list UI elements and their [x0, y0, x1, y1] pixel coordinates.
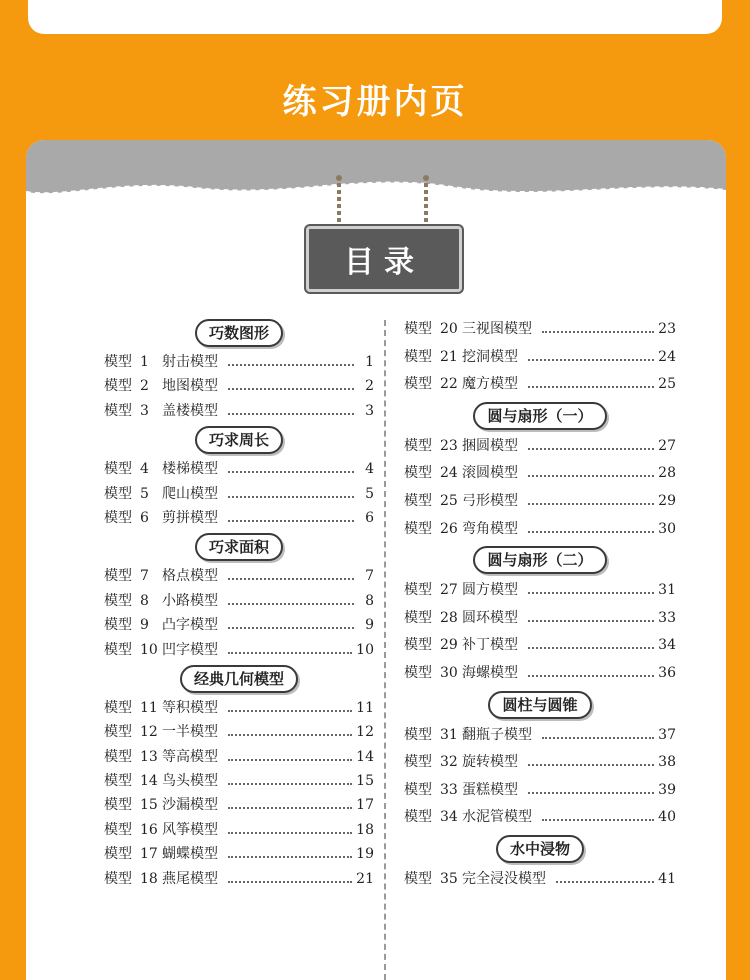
entry-page: 17: [356, 797, 374, 814]
toc-entry: [404, 577, 676, 605]
toc-group: [404, 399, 676, 543]
section-heading-row: [104, 662, 374, 696]
entry-number: 12: [140, 724, 158, 741]
entry-page: 29: [658, 492, 676, 509]
entry-name: 滚圆模型: [462, 465, 518, 482]
section-heading-row: [404, 399, 676, 433]
toc-group: [104, 530, 374, 662]
entry-page: 7: [365, 568, 374, 585]
leader-dots: [228, 759, 352, 761]
entry-name: 地图模型: [162, 378, 218, 395]
leader-dots: [228, 652, 352, 654]
leader-dots: [228, 832, 352, 834]
toc-entry: [104, 793, 374, 817]
entry-page: 4: [365, 461, 374, 478]
entry-number: 11: [140, 699, 158, 716]
entry-label: 模型: [104, 354, 132, 370]
entry-name: 补丁模型: [462, 637, 518, 654]
leader-dots: [542, 819, 654, 821]
toc-entry: [404, 866, 676, 894]
entry-number: 33: [440, 781, 458, 798]
entry-name: 弯角模型: [462, 520, 518, 537]
toc-entry: [404, 605, 676, 633]
section-heading: 巧求面积: [195, 533, 283, 561]
leader-dots: [228, 471, 354, 473]
entry-number: 13: [140, 748, 158, 765]
section-heading: 圆与扇形（二）: [473, 546, 606, 574]
entry-name: 蝴蝶模型: [162, 846, 218, 863]
entry-label: 模型: [404, 609, 432, 626]
leader-dots: [228, 734, 352, 736]
leader-dots: [528, 592, 654, 594]
leader-dots: [228, 520, 354, 522]
entry-name: 小路模型: [162, 592, 218, 609]
entry-number: 7: [140, 568, 149, 585]
entry-number: 24: [440, 465, 458, 482]
toc-column-right: [404, 316, 676, 894]
entry-name: 挖洞模型: [462, 348, 518, 365]
entry-number: 20: [440, 321, 458, 337]
entry-page: 15: [356, 773, 374, 790]
leader-dots: [556, 881, 654, 883]
entry-label: 模型: [404, 465, 432, 482]
entry-label: 模型: [404, 492, 432, 509]
toc-entry: [104, 482, 374, 506]
leader-dots: [528, 675, 654, 677]
leader-dots: [228, 710, 352, 712]
toc-page: [26, 140, 726, 980]
entry-name: 水泥管模型: [462, 809, 532, 826]
leader-dots: [528, 448, 654, 450]
entry-name: 翻瓶子模型: [462, 726, 532, 743]
leader-dots: [228, 807, 352, 809]
entry-page: 10: [356, 641, 374, 658]
section-title: 练习册内页: [282, 82, 468, 122]
leader-dots: [528, 764, 654, 766]
toc-entry: [104, 867, 374, 891]
entry-name: 捆圆模型: [462, 437, 518, 454]
entry-number: 26: [440, 520, 458, 537]
toc-entry: [404, 722, 676, 750]
entry-name: 完全浸没模型: [462, 870, 546, 887]
entry-name: 海螺模型: [462, 664, 518, 681]
entry-label: 模型: [104, 797, 132, 814]
toc-entry: [404, 804, 676, 832]
entry-label: 模型: [104, 509, 132, 526]
entry-number: 35: [440, 870, 458, 887]
section-heading-row: [104, 530, 374, 564]
entry-number: 10: [140, 641, 158, 658]
top-card: [28, 0, 722, 34]
column-divider: [384, 320, 386, 980]
toc-group: [104, 662, 374, 891]
leader-dots: [228, 627, 354, 629]
entry-number: 28: [440, 609, 458, 626]
entry-label: 模型: [104, 378, 132, 395]
entry-number: 21: [440, 348, 458, 365]
entry-number: 4: [140, 461, 149, 478]
leader-dots: [528, 503, 654, 505]
toc-entry: [404, 344, 676, 372]
leader-dots: [228, 496, 354, 498]
entry-number: 8: [140, 592, 149, 609]
toc-entry: [104, 457, 374, 481]
entry-number: 27: [440, 582, 458, 599]
entry-number: 29: [440, 637, 458, 654]
section-heading: 经典几何模型: [180, 665, 298, 693]
entry-name: 剪拼模型: [162, 509, 218, 526]
toc-group: [404, 688, 676, 832]
entry-page: 18: [356, 821, 374, 838]
entry-label: 模型: [404, 437, 432, 454]
section-heading: 圆与扇形（一）: [473, 402, 606, 430]
entry-number: 14: [140, 773, 158, 790]
entry-label: 模型: [104, 748, 132, 765]
entry-label: 模型: [404, 664, 432, 681]
entry-label: 模型: [404, 520, 432, 537]
section-heading-row: [404, 688, 676, 722]
entry-name: 盖楼模型: [162, 402, 218, 419]
entry-label: 模型: [104, 773, 132, 790]
toc-entry: [104, 842, 374, 866]
section-heading-row: [104, 423, 374, 457]
entry-page: 25: [658, 376, 676, 393]
entry-number: 31: [440, 726, 458, 743]
entry-label: 模型: [104, 821, 132, 838]
toc-entry: [404, 516, 676, 544]
entry-label: 模型: [104, 699, 132, 716]
entry-page: 34: [658, 637, 676, 654]
entry-page: 31: [658, 582, 676, 599]
leader-dots: [228, 603, 354, 605]
leader-dots: [542, 331, 654, 333]
toc-entry: [404, 660, 676, 688]
entry-name: 蛋糕模型: [462, 781, 518, 798]
entry-label: 模型: [104, 724, 132, 741]
entry-name: 风筝模型: [162, 821, 218, 838]
entry-name: 圆方模型: [462, 582, 518, 599]
leader-dots: [228, 388, 354, 390]
entry-page: 37: [658, 726, 676, 743]
entry-page: 23: [658, 321, 676, 337]
entry-number: 32: [440, 754, 458, 771]
leader-dots: [228, 856, 352, 858]
toc-entry: [104, 696, 374, 720]
rope-icon: [306, 174, 456, 234]
entry-name: 凹字模型: [162, 641, 218, 658]
toc-entry: [404, 433, 676, 461]
toc-group: [104, 316, 374, 423]
entry-label: 模型: [104, 485, 132, 502]
leader-dots: [228, 783, 352, 785]
entry-number: 25: [440, 492, 458, 509]
leader-dots: [228, 364, 354, 366]
toc-group: [404, 832, 676, 894]
entry-label: 模型: [404, 870, 432, 887]
section-heading-row: [404, 832, 676, 866]
entry-number: 17: [140, 846, 158, 863]
entry-name: 三视图模型: [462, 321, 532, 337]
entry-number: 16: [140, 821, 158, 838]
entry-name: 爬山模型: [162, 485, 218, 502]
entry-label: 模型: [404, 321, 432, 337]
leader-dots: [528, 792, 654, 794]
toc-entry: [104, 769, 374, 793]
entry-name: 一半模型: [162, 724, 218, 741]
entry-label: 模型: [404, 376, 432, 393]
entry-number: 34: [440, 809, 458, 826]
entry-page: 41: [658, 870, 676, 887]
section-heading-row: [404, 543, 676, 577]
toc-column-left: [104, 316, 374, 891]
toc-group: [104, 423, 374, 530]
entry-name: 格点模型: [162, 568, 218, 585]
entry-name: 魔方模型: [462, 376, 518, 393]
entry-page: 2: [365, 378, 374, 395]
toc-entry: [104, 564, 374, 588]
toc-entry: [404, 777, 676, 805]
entry-name: 等高模型: [162, 748, 218, 765]
entry-label: 模型: [404, 348, 432, 365]
toc-entry: [104, 374, 374, 398]
entry-label: 模型: [404, 781, 432, 798]
entry-page: 11: [356, 699, 374, 716]
toc-entry: [404, 371, 676, 399]
entry-number: 2: [140, 378, 149, 395]
entry-page: 6: [365, 509, 374, 526]
section-heading: 巧求周长: [195, 426, 283, 454]
toc-entry: [404, 632, 676, 660]
entry-number: 6: [140, 509, 149, 526]
entry-label: 模型: [104, 846, 132, 863]
entry-name: 鸟头模型: [162, 773, 218, 790]
entry-number: 22: [440, 376, 458, 393]
entry-label: 模型: [104, 641, 132, 658]
entry-name: 燕尾模型: [162, 870, 218, 887]
entry-page: 40: [658, 809, 676, 826]
leader-dots: [228, 413, 354, 415]
entry-name: 楼梯模型: [162, 461, 218, 478]
entry-page: 39: [658, 781, 676, 798]
entry-label: 模型: [404, 726, 432, 743]
entry-page: 19: [356, 846, 374, 863]
leader-dots: [528, 359, 654, 361]
entry-name: 等积模型: [162, 699, 218, 716]
entry-number: 23: [440, 437, 458, 454]
toc-entry: [404, 749, 676, 777]
entry-name: 旋转模型: [462, 754, 518, 771]
toc-entry: [104, 350, 374, 374]
leader-dots: [528, 620, 654, 622]
entry-label: 模型: [104, 592, 132, 609]
entry-label: 模型: [404, 809, 432, 826]
entry-page: 5: [365, 485, 374, 502]
leader-dots: [542, 737, 654, 739]
entry-page: 1: [365, 354, 374, 370]
leader-dots: [228, 881, 352, 883]
entry-number: 9: [140, 617, 149, 634]
section-heading-row: [104, 316, 374, 350]
entry-label: 模型: [404, 754, 432, 771]
entry-page: 21: [356, 870, 374, 887]
entry-number: 1: [140, 354, 149, 370]
toc-entry: [104, 720, 374, 744]
section-heading: 水中浸物: [496, 835, 584, 863]
entry-page: 38: [658, 754, 676, 771]
toc-group: [404, 543, 676, 687]
toc-title: 目录: [306, 226, 462, 292]
toc-entry: [104, 506, 374, 530]
toc-entry: [104, 613, 374, 637]
entry-label: 模型: [104, 617, 132, 634]
entry-label: 模型: [104, 568, 132, 585]
entry-name: 凸字模型: [162, 617, 218, 634]
entry-page: 28: [658, 465, 676, 482]
entry-page: 3: [365, 402, 374, 419]
entry-name: 弓形模型: [462, 492, 518, 509]
entry-page: 36: [658, 664, 676, 681]
toc-group: [404, 316, 676, 399]
entry-page: 8: [365, 592, 374, 609]
entry-label: 模型: [404, 637, 432, 654]
entry-page: 9: [365, 617, 374, 634]
entry-page: 24: [658, 348, 676, 365]
entry-label: 模型: [104, 402, 132, 419]
entry-number: 15: [140, 797, 158, 814]
section-heading: 圆柱与圆锥: [488, 691, 591, 719]
toc-entry: [104, 638, 374, 662]
entry-number: 3: [140, 402, 149, 419]
toc-entry: [104, 818, 374, 842]
entry-number: 5: [140, 485, 149, 502]
leader-dots: [528, 386, 654, 388]
toc-entry: [404, 316, 676, 344]
entry-number: 18: [140, 870, 158, 887]
entry-page: 33: [658, 609, 676, 626]
toc-entry: [404, 488, 676, 516]
toc-sign: [306, 174, 456, 298]
toc-entry: [104, 745, 374, 769]
leader-dots: [528, 647, 654, 649]
entry-label: 模型: [104, 461, 132, 478]
leader-dots: [528, 475, 654, 477]
entry-page: 14: [356, 748, 374, 765]
entry-page: 30: [658, 520, 676, 537]
toc-entry: [104, 399, 374, 423]
entry-name: 射击模型: [162, 354, 218, 370]
entry-number: 30: [440, 664, 458, 681]
toc-entry: [104, 589, 374, 613]
entry-page: 12: [356, 724, 374, 741]
entry-page: 27: [658, 437, 676, 454]
entry-name: 沙漏模型: [162, 797, 218, 814]
leader-dots: [528, 531, 654, 533]
entry-label: 模型: [404, 582, 432, 599]
leader-dots: [228, 578, 354, 580]
entry-label: 模型: [104, 870, 132, 887]
section-heading: 巧数图形: [195, 319, 283, 347]
toc-entry: [404, 460, 676, 488]
entry-name: 圆环模型: [462, 609, 518, 626]
